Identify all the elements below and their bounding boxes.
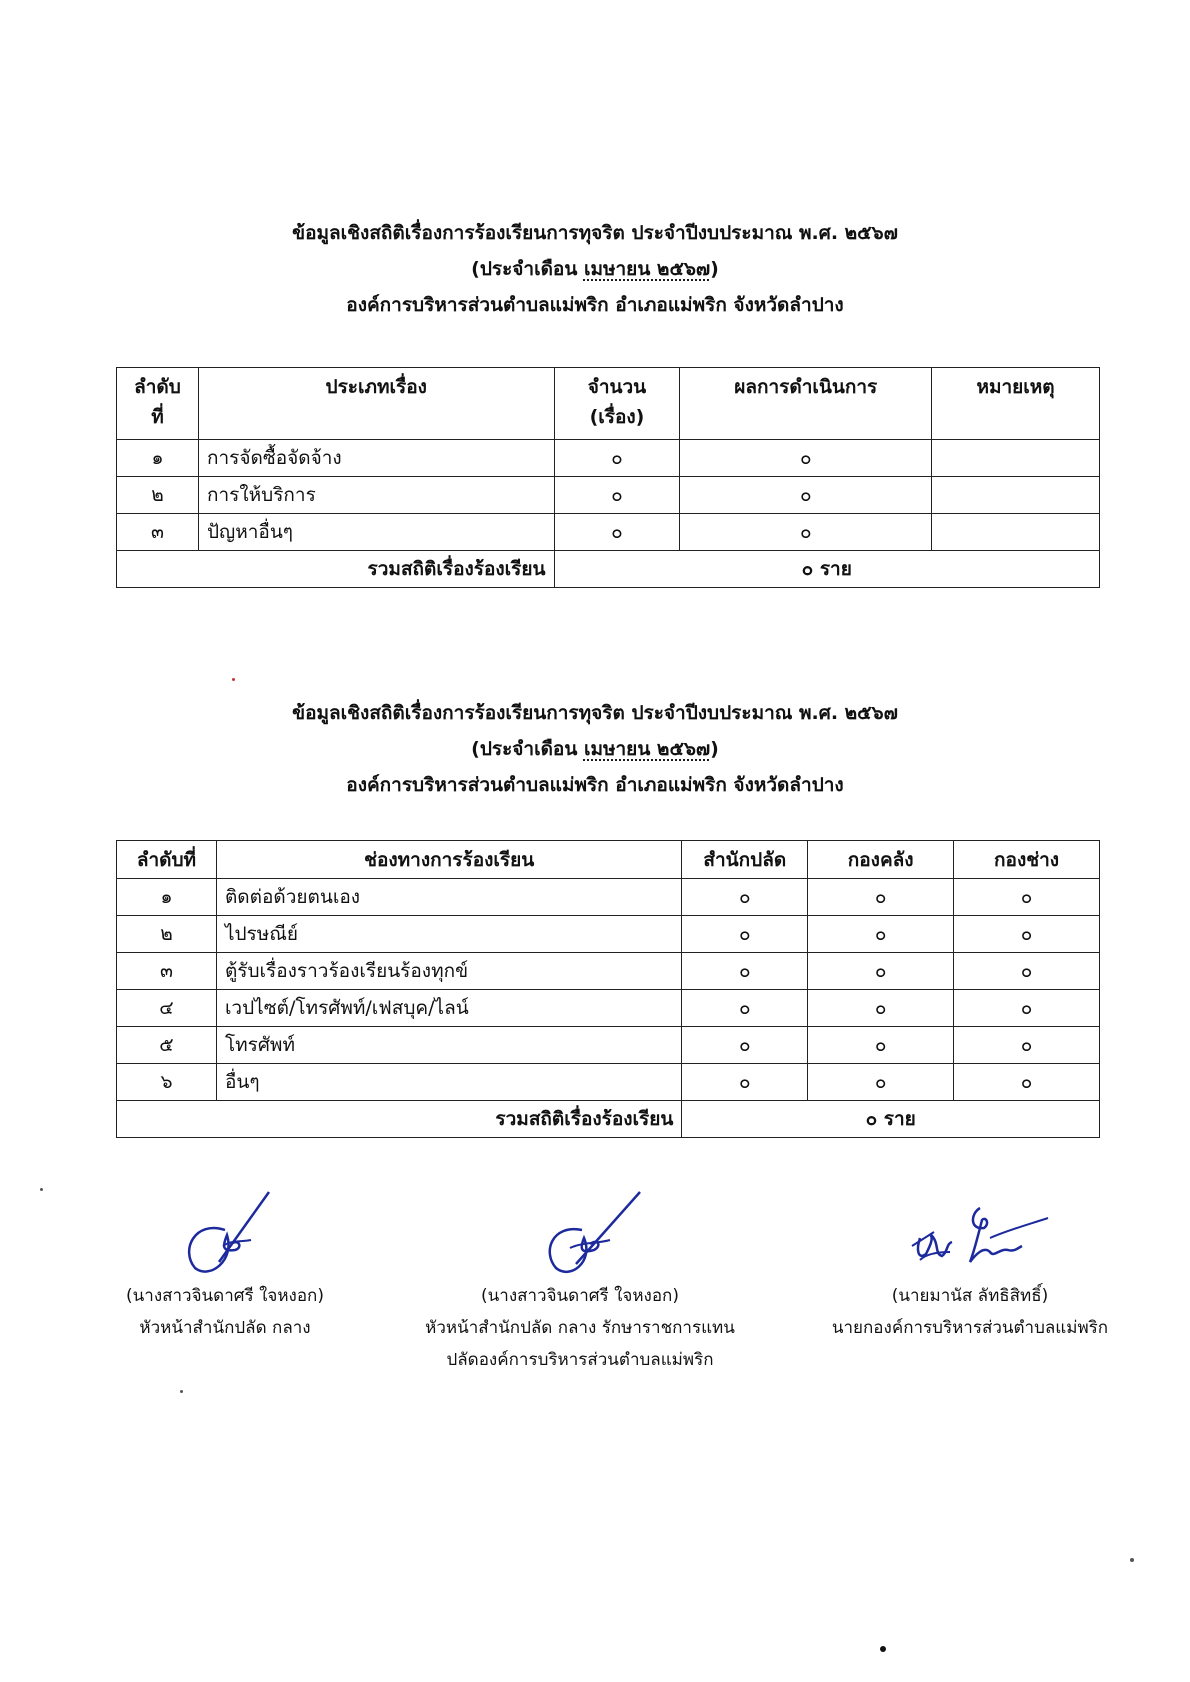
total-value: ๐ ราย: [554, 551, 1100, 588]
row-office: ๐: [682, 879, 808, 916]
header-order: ลำดับ ที่: [117, 368, 199, 440]
row-engineering: ๐: [954, 879, 1100, 916]
total-label: รวมสถิติเรื่องร้องเรียน: [117, 1101, 682, 1138]
row-count: ๐: [554, 477, 680, 514]
section2-month-prefix: (ประจำเดือน: [471, 738, 578, 760]
section2-month-suffix: ): [710, 738, 719, 760]
row-no: ๖: [117, 1064, 217, 1101]
table-row: [117, 953, 1100, 990]
section1-month-line: [0, 251, 1190, 287]
row-engineering: ๐: [954, 1027, 1100, 1064]
row-note: [932, 514, 1100, 551]
row-no: ๑: [117, 440, 199, 477]
section1-month-suffix: ): [710, 258, 719, 280]
header-result: ผลการดำเนินการ: [680, 368, 932, 440]
row-count: ๐: [554, 514, 680, 551]
section2-month: เมษายน ๒๕๖๗: [583, 738, 711, 760]
row-no: ๒: [117, 477, 199, 514]
row-channel: ติดต่อด้วยตนเอง: [216, 879, 681, 916]
signer-3-position: นายกองค์การบริหารส่วนตำบลแม่พริก: [831, 1318, 1109, 1338]
header-note: หมายเหตุ: [932, 368, 1100, 440]
row-type: ปัญหาอื่นๆ: [198, 514, 554, 551]
row-note: [932, 440, 1100, 477]
table-row: [117, 1027, 1100, 1064]
row-office: ๐: [682, 990, 808, 1027]
signer-1-position: หัวหน้าสำนักปลัด กลาง: [139, 1318, 311, 1338]
row-engineering: ๐: [954, 916, 1100, 953]
section2-organization: องค์การบริหารส่วนตำบลแม่พริก อำเภอแม่พริก จังหวัดลำปาง: [346, 774, 844, 796]
complaint-channel-table: [116, 840, 1100, 1138]
table-total-row: [117, 551, 1100, 588]
signer-3-name: (นายมานัส ลัทธิสิทธิ์): [891, 1286, 1049, 1306]
table-header-row: [117, 841, 1100, 879]
section2-month-line: [0, 731, 1190, 767]
scan-speck: [232, 678, 235, 681]
row-finance: ๐: [808, 1027, 954, 1064]
row-no: ๕: [117, 1027, 217, 1064]
row-result: ๐: [680, 477, 932, 514]
handwritten-signature-2: [510, 1190, 650, 1280]
scan-speck: [180, 1390, 183, 1393]
complaint-type-table: [116, 367, 1100, 588]
row-count: ๐: [554, 440, 680, 477]
row-result: ๐: [680, 440, 932, 477]
row-engineering: ๐: [954, 953, 1100, 990]
signer-1-name: (นางสาวจินดาศรี ใจหงอก): [126, 1286, 324, 1306]
header-finance: กองคลัง: [808, 841, 954, 879]
header-count: จำนวน (เรื่อง): [554, 368, 680, 440]
section1-month-prefix: (ประจำเดือน: [471, 258, 578, 280]
row-office: ๐: [682, 953, 808, 990]
section1-organization: องค์การบริหารส่วนตำบลแม่พริก อำเภอแม่พริก จังหวัดลำปาง: [346, 294, 844, 316]
table-row: [117, 1064, 1100, 1101]
row-engineering: ๐: [954, 990, 1100, 1027]
signer-2-position-line2: ปลัดองค์การบริหารส่วนตำบลแม่พริก: [446, 1350, 714, 1370]
row-no: ๓: [117, 514, 199, 551]
table-total-row: [117, 1101, 1100, 1138]
header-channel: ช่องทางการร้องเรียน: [216, 841, 681, 879]
row-finance: ๐: [808, 953, 954, 990]
section1-title: ข้อมูลเชิงสถิติเรื่องการร้องเรียนการทุจริต ประจำปีงบประมาณ พ.ศ. ๒๕๖๗: [292, 222, 898, 244]
section2-heading: [0, 695, 1190, 803]
scan-speck: [880, 1646, 886, 1652]
signature-block-3: [820, 1190, 1120, 1344]
row-channel: ตู้รับเรื่องราวร้องเรียนร้องทุกข์: [216, 953, 681, 990]
row-type: การจัดซื้อจัดจ้าง: [198, 440, 554, 477]
signature-block-2: [415, 1190, 745, 1376]
row-channel: เวปไซต์/โทรศัพท์/เฟสบุค/ไลน์: [216, 990, 681, 1027]
section1-month: เมษายน ๒๕๖๗: [583, 258, 711, 280]
row-finance: ๐: [808, 1064, 954, 1101]
row-result: ๐: [680, 514, 932, 551]
row-office: ๐: [682, 1027, 808, 1064]
table-row: [117, 879, 1100, 916]
section1-heading: [0, 215, 1190, 323]
header-engineering: กองช่าง: [954, 841, 1100, 879]
row-finance: ๐: [808, 916, 954, 953]
scan-speck: [1130, 1558, 1134, 1562]
row-no: ๓: [117, 953, 217, 990]
row-channel: โทรศัพท์: [216, 1027, 681, 1064]
signer-2-position-line1: หัวหน้าสำนักปลัด กลาง รักษาราชการแทน: [425, 1318, 735, 1338]
total-label: รวมสถิติเรื่องร้องเรียน: [117, 551, 555, 588]
row-office: ๐: [682, 916, 808, 953]
row-note: [932, 477, 1100, 514]
handwritten-signature-3: [890, 1190, 1050, 1280]
signer-2-name: (นางสาวจินดาศรี ใจหงอก): [481, 1286, 679, 1306]
row-finance: ๐: [808, 879, 954, 916]
section2-title: ข้อมูลเชิงสถิติเรื่องการร้องเรียนการทุจริต ประจำปีงบประมาณ พ.ศ. ๒๕๖๗: [292, 702, 898, 724]
row-channel: ไปรษณีย์: [216, 916, 681, 953]
table-row: [117, 477, 1100, 514]
header-office: สำนักปลัด: [682, 841, 808, 879]
table-row: [117, 514, 1100, 551]
total-value: ๐ ราย: [682, 1101, 1100, 1138]
table-row: [117, 916, 1100, 953]
table-row: [117, 990, 1100, 1027]
signature-block-1: [110, 1190, 340, 1344]
row-no: ๔: [117, 990, 217, 1027]
row-engineering: ๐: [954, 1064, 1100, 1101]
table-row: [117, 440, 1100, 477]
row-channel: อื่นๆ: [216, 1064, 681, 1101]
row-office: ๐: [682, 1064, 808, 1101]
header-type: ประเภทเรื่อง: [198, 368, 554, 440]
table-header-row: [117, 368, 1100, 440]
header-order: ลำดับที่: [117, 841, 217, 879]
row-no: ๑: [117, 879, 217, 916]
handwritten-signature-1: [165, 1190, 285, 1280]
scan-speck: [40, 1188, 43, 1191]
row-type: การให้บริการ: [198, 477, 554, 514]
row-no: ๒: [117, 916, 217, 953]
row-finance: ๐: [808, 990, 954, 1027]
